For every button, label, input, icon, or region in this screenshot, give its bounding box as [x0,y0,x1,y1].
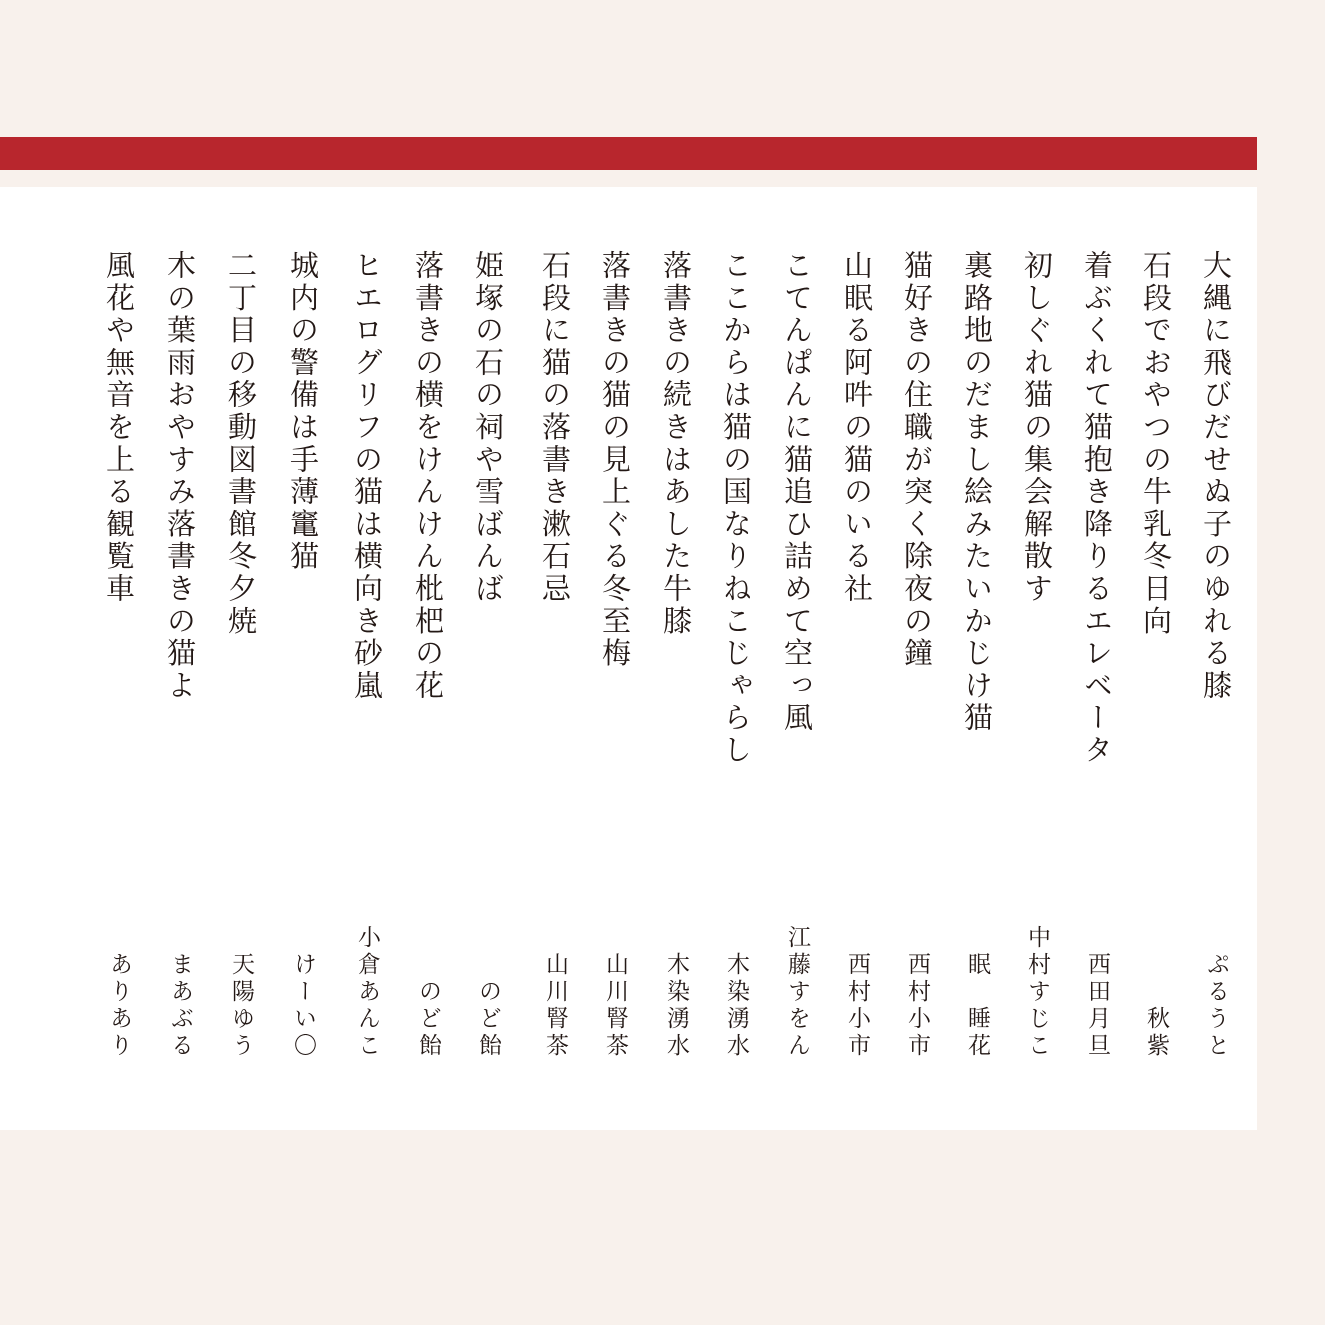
haiku-entry [656,187,696,1130]
haiku-author: 山川腎茶 [542,952,568,1060]
haiku-panel [0,187,1257,1130]
haiku-text: 落書きの横をけんけん枇杷の花 [411,250,445,703]
haiku-entry [160,187,200,1130]
haiku-text: 落書きの続きはあした牛膝 [659,250,693,638]
haiku-entry [347,187,387,1130]
haiku-entry [221,187,261,1130]
haiku-author: 眠 睡花 [964,952,990,1060]
haiku-entry [777,187,817,1130]
haiku-entry [283,187,323,1130]
haiku-author: 西村小市 [844,952,870,1060]
haiku-author: まあぶる [167,952,193,1060]
haiku-author: 小倉あんこ [354,925,380,1060]
haiku-entry [535,187,575,1130]
haiku-text: 落書きの猫の見上ぐる冬至梅 [598,250,632,670]
haiku-entry [99,187,139,1130]
haiku-author: 西田月旦 [1084,952,1110,1060]
haiku-entry [716,187,756,1130]
haiku-entry [837,187,877,1130]
haiku-author: 天陽ゆう [228,952,254,1060]
haiku-entry [1017,187,1057,1130]
haiku-text: 城内の警備は手薄竃猫 [286,250,320,573]
haiku-author: 秋紫 [1143,1006,1169,1060]
haiku-author: 木染湧水 [723,952,749,1060]
haiku-text: 裏路地のだまし絵みたいかじけ猫 [960,250,994,735]
haiku-author: 木染湧水 [663,952,689,1060]
haiku-text: ここからは猫の国なりねこじゃらし [719,250,753,767]
haiku-text: 二丁目の移動図書館冬夕焼 [224,250,258,638]
haiku-entry [1196,187,1236,1130]
haiku-entry [1077,187,1117,1130]
haiku-entry [957,187,997,1130]
haiku-author: 山川腎茶 [602,952,628,1060]
haiku-text: 風花や無音を上る観覧車 [102,250,136,606]
haiku-text: 石段でおやつの牛乳冬日向 [1139,250,1173,638]
haiku-text: 大縄に飛びだせぬ子のゆれる膝 [1199,250,1233,703]
haiku-text: 木の葉雨おやすみ落書きの猫よ [163,250,197,703]
haiku-text: ヒエログリフの猫は横向き砂嵐 [350,250,384,703]
haiku-text: 初しぐれ猫の集会解散す [1020,250,1054,606]
haiku-author: けーい〇 [290,952,316,1060]
haiku-entry [595,187,635,1130]
header-accent-bar [0,137,1257,170]
haiku-entry [408,187,448,1130]
haiku-text: こてんぱんに猫追ひ詰めて空っ風 [780,250,814,735]
haiku-text: 着ぶくれて猫抱き降りるエレベータ [1080,250,1114,767]
haiku-author: ありあり [106,952,132,1060]
haiku-text: 山眠る阿吽の猫のいる社 [840,250,874,606]
haiku-author: ぷるうと [1203,952,1229,1060]
haiku-author: 中村すじこ [1024,925,1050,1060]
haiku-text: 猫好きの住職が突く除夜の鐘 [900,250,934,670]
haiku-author: 西村小市 [904,952,930,1060]
haiku-author: のど飴 [415,979,441,1060]
haiku-author: のど飴 [475,979,501,1060]
haiku-author: 江藤すをん [784,925,810,1060]
haiku-entry [1136,187,1176,1130]
haiku-text: 姫塚の石の祠や雪ばんば [471,250,505,606]
haiku-text: 石段に猫の落書き漱石忌 [538,250,572,606]
haiku-entry [897,187,937,1130]
haiku-entry [468,187,508,1130]
